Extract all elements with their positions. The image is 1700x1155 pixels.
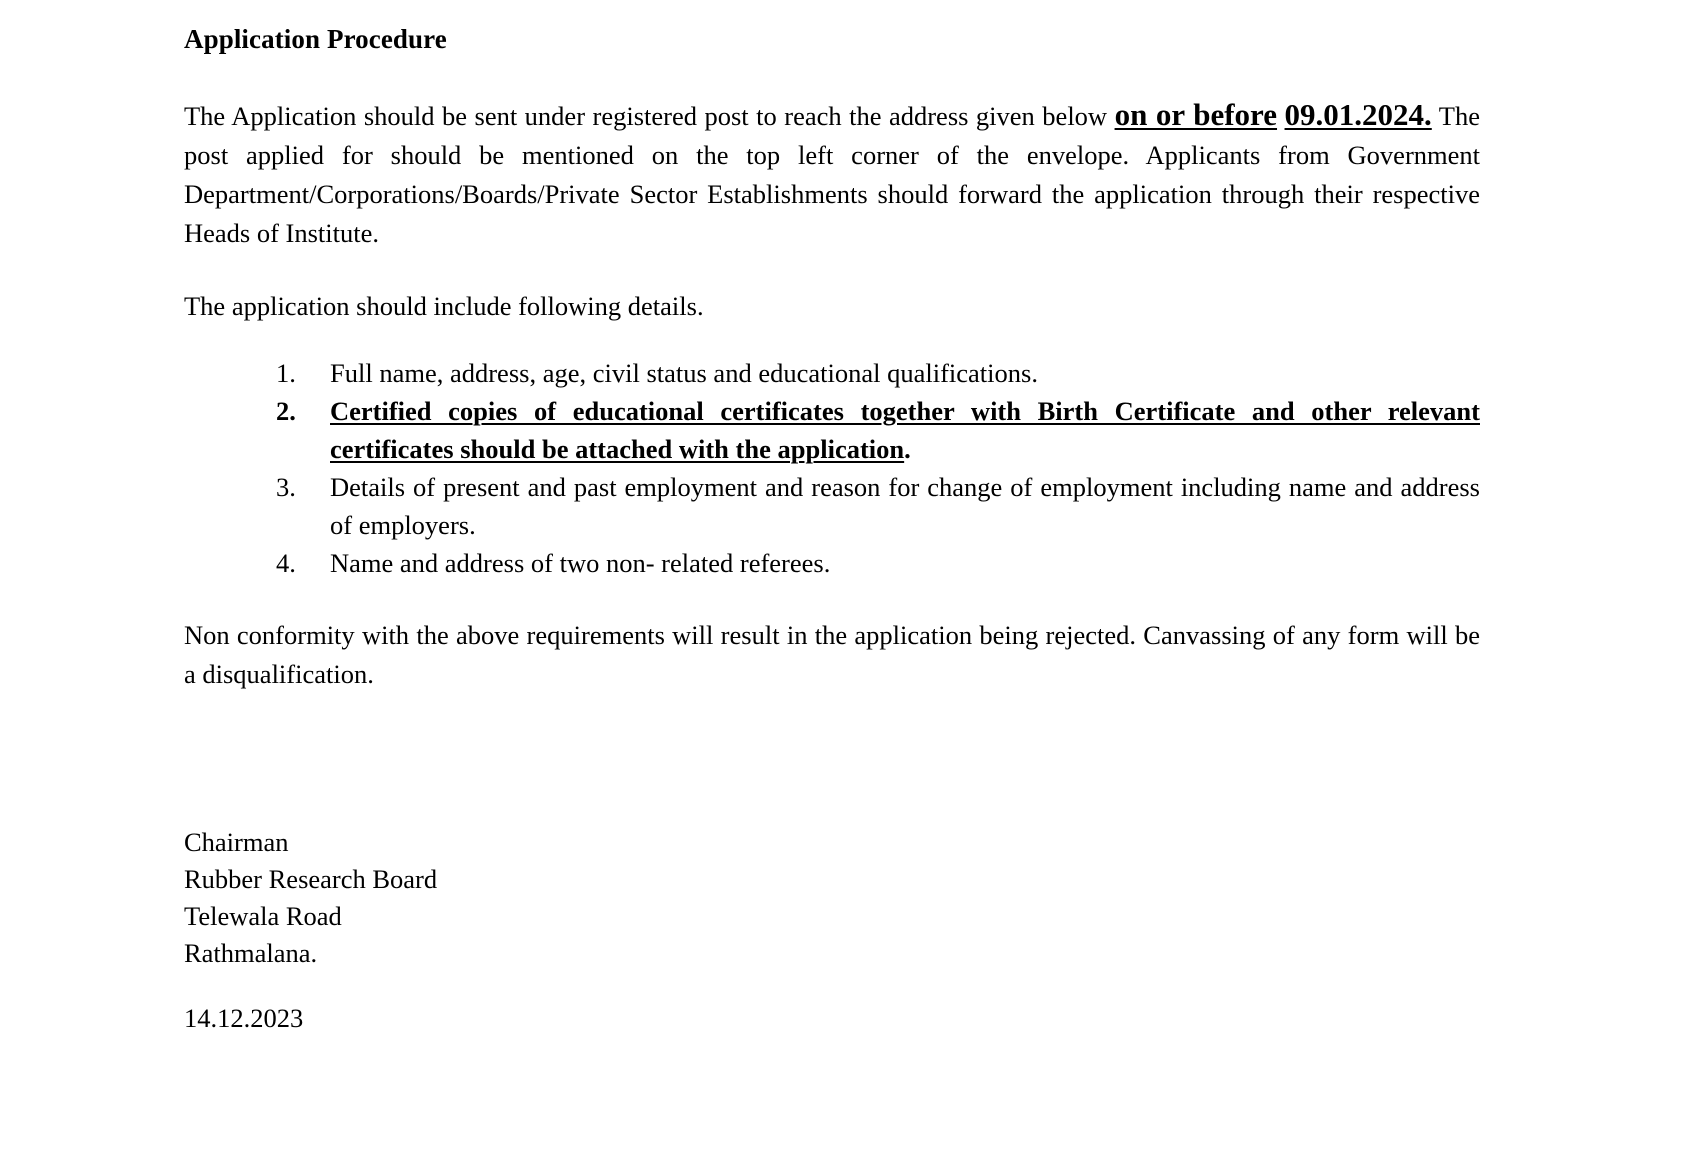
signatory-street: Telewala Road [184,901,342,932]
page-title: Application Procedure [184,24,447,54]
list-item [184,392,1480,468]
list-item-trailing-period: . [904,434,911,465]
signatory-organization: Rubber Research Board [184,864,438,895]
spacer [184,694,1480,824]
document-content [184,22,1480,1037]
signature-block [184,824,1480,972]
paragraph1-part2: The post applied for should be mentioned on the top left corner of the envelope. Applicants from Government Department/Corporations/Boards/Private Sector Establishments should forward the application through their respective Heads of Institute. [184,101,1480,249]
document-date: 14.12.2023 [184,1003,304,1034]
signatory-city: Rathmalana. [184,938,318,969]
deadline-date: 09.01.2024. [1284,97,1432,133]
spacer [184,253,1480,287]
paragraph-application-instructions [184,95,1480,253]
list-item [184,468,1480,544]
paragraph-include-details: The application should include following details. [184,291,704,322]
list-item-text: Details of present and past employment and reason for change of employment including name and address of employers. [330,472,1480,541]
spacer [184,972,1480,1000]
signatory-title: Chairman [184,827,289,858]
application-details-list [184,354,1480,582]
paragraph1-part1: The Application should be sent under registered post to reach the address given below [184,101,1115,132]
spacer [184,326,1480,354]
list-item-text: Certified copies of educational certificates together with Birth Certificate and other relevant certificates should be attached with the application [330,396,1480,465]
list-item [184,354,1480,392]
list-item-text: Full name, address, age, civil status and educational qualifications. [330,358,1038,389]
spacer [184,582,1480,616]
list-item-text: Name and address of two non- related referees. [330,548,831,579]
deadline-emphasis-label: on or before [1114,97,1278,133]
list-item [184,544,1480,582]
paragraph-non-conformity: Non conformity with the above requirements will result in the application being rejected. Canvassing of any form will be a disqualification. [184,620,1480,690]
